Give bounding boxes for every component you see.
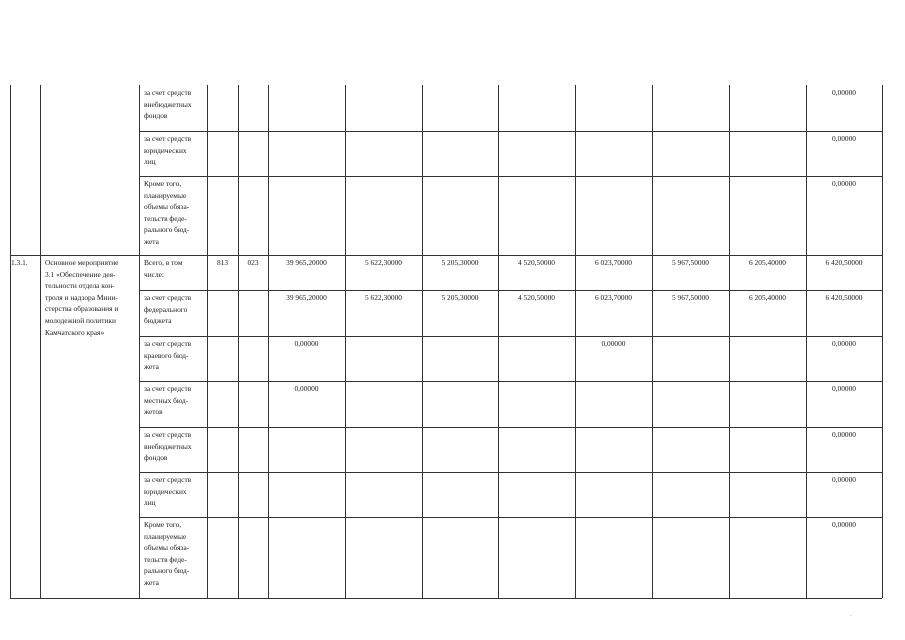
amount-cell: 5 622,30000 <box>365 293 402 302</box>
row-border <box>139 517 882 518</box>
amount-cell: 0,00000 <box>294 339 319 348</box>
amount-cell: 5 205,30000 <box>441 293 479 302</box>
row-border <box>139 290 882 291</box>
funding-source-cell: за счет средств внебюджетных фондов <box>144 430 192 463</box>
amount-cell: 0,00000 <box>831 520 857 529</box>
amount-cell: 0,00000 <box>294 384 319 393</box>
funding-source-cell: за счет средств юридических лиц <box>144 475 192 508</box>
funding-source-cell: за счет средств юридических лиц <box>144 134 192 167</box>
column-border <box>40 85 41 598</box>
amount-cell: 6 205,40000 <box>749 293 786 302</box>
amount-cell: 5 967,50000 <box>672 258 709 267</box>
gr-code-cell: 813 <box>216 258 229 267</box>
column-border <box>139 85 140 598</box>
column-border <box>207 85 208 598</box>
amount-cell: 0,00000 <box>831 339 857 348</box>
funding-source-cell: за счет средств федерального бюджета <box>144 293 192 326</box>
amount-cell: 0,00000 <box>831 475 857 484</box>
amount-cell: 4 520,50000 <box>518 293 555 302</box>
amount-cell: 0,00000 <box>831 88 857 97</box>
column-border <box>345 85 346 598</box>
funding-source-cell: Кроме того, планируемые объемы обяза- тельств феде- рального бюд- жета <box>144 179 190 246</box>
amount-cell: 4 520,50000 <box>518 258 555 267</box>
amount-cell: 39 965,20000 <box>286 258 327 267</box>
amount-cell: 0,00000 <box>831 430 857 439</box>
row-border <box>139 381 882 382</box>
measure-name: Основное мероприятие 3.1 «Обеспечение дея- тельности отдела кон- троля и надзора Мини- стерства образования и молодежной политики Камчатского края» <box>45 258 119 337</box>
row-border <box>139 336 882 337</box>
amount-cell: 6 205,40000 <box>749 258 786 267</box>
amount-cell: 0,00000 <box>831 134 857 143</box>
column-border <box>498 85 499 598</box>
row-border <box>139 176 882 177</box>
amount-cell: 6 420,50000 <box>825 258 863 267</box>
amount-cell: 6 420,50000 <box>825 293 863 302</box>
scan-artifact: · <box>850 612 853 620</box>
column-border <box>882 85 883 598</box>
row-border <box>139 131 882 132</box>
amount-cell: 0,00000 <box>831 384 857 393</box>
row-border <box>10 598 882 599</box>
row-border <box>10 255 882 256</box>
column-border <box>652 85 653 598</box>
amount-cell: 5 622,30000 <box>365 258 402 267</box>
column-border <box>10 85 11 598</box>
amount-cell: 0,00000 <box>601 339 626 348</box>
funding-source-cell: Всего, в том числе: <box>144 258 183 279</box>
amount-cell: 6 023,70000 <box>595 293 632 302</box>
measure-number: 1.3.1. <box>11 258 28 267</box>
amount-cell: 5 967,50000 <box>672 293 709 302</box>
funding-source-cell: за счет средств местных бюд- жетов <box>144 384 192 417</box>
amount-cell: 39 965,20000 <box>286 293 327 302</box>
funding-source-cell: за счет средств краевого бюд- жета <box>144 339 192 372</box>
row-border <box>139 427 882 428</box>
column-border <box>238 85 239 598</box>
funding-source-cell: Кроме того, планируемые объемы обяза- тельств феде- рального бюд- жета <box>144 520 190 587</box>
amount-cell: 6 023,70000 <box>595 258 632 267</box>
rz-code-cell: 023 <box>247 258 259 267</box>
funding-source-cell: за счет средств внебюджетных фондов <box>144 88 192 121</box>
column-border <box>729 85 730 598</box>
row-border <box>139 472 882 473</box>
amount-cell: 0,00000 <box>831 179 857 188</box>
column-border <box>422 85 423 598</box>
amount-cell: 5 205,30000 <box>441 258 479 267</box>
